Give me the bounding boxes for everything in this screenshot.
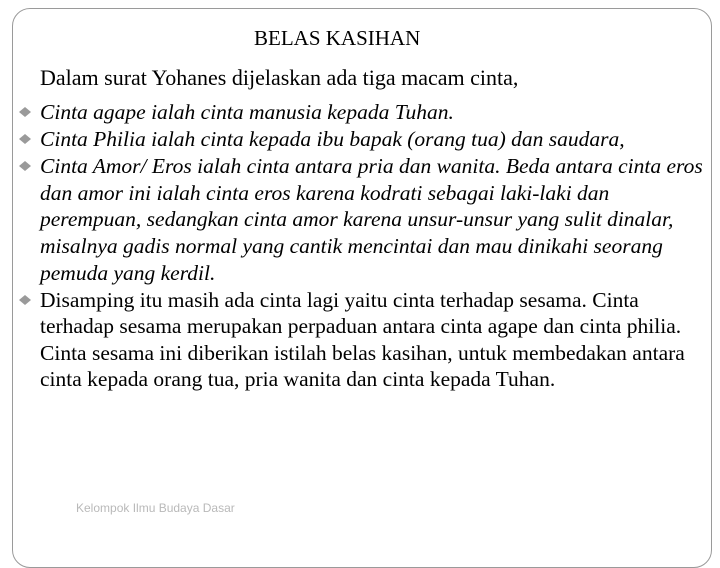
bullet-text: Cinta Philia ialah cinta kepada ibu bapak (orang tua) dan saudara,	[40, 127, 625, 152]
intro-text: Dalam surat Yohanes dijelaskan ada tiga macam cinta,	[40, 65, 519, 90]
bullet-list	[0, 99, 720, 394]
bullet-text: Cinta agape ialah cinta manusia kepada Tuhan.	[40, 100, 454, 124]
diamond-bullet-icon	[18, 160, 32, 172]
diamond-bullet-icon	[18, 294, 32, 306]
bullet-item	[0, 287, 705, 393]
bullet-text: Disamping itu masih ada cinta lagi yaitu cinta terhadap sesama. Cinta terhadap sesama merupakan perpaduan antara cinta agape dan cinta philia. Cinta sesama ini diberikan istilah belas kasihan, untuk membedakan antara cinta kepada orang tua, pria wanita dan cinta kepada Tuhan.	[40, 287, 685, 392]
footer-note: Kelompok Ilmu Budaya Dasar	[76, 501, 235, 515]
bullet-item	[0, 99, 705, 126]
bullet-item	[0, 126, 705, 153]
diamond-bullet-icon	[18, 106, 32, 118]
diamond-bullet-icon	[18, 133, 32, 145]
bullet-text: Cinta Amor/ Eros ialah cinta antara pria dan wanita. Beda antara cinta eros dan amor ini ialah cinta eros karena kodrati sebagai laki-laki dan perempuan, sedangkan cinta amor karena unsur-unsur yang sulit dinalar, misalnya gadis normal yang cantik mencintai dan mau dinikahi seorang pemuda yang kerdil.	[40, 154, 703, 285]
slide-title: BELAS KASIHAN	[254, 26, 421, 50]
bullet-item	[0, 153, 705, 286]
